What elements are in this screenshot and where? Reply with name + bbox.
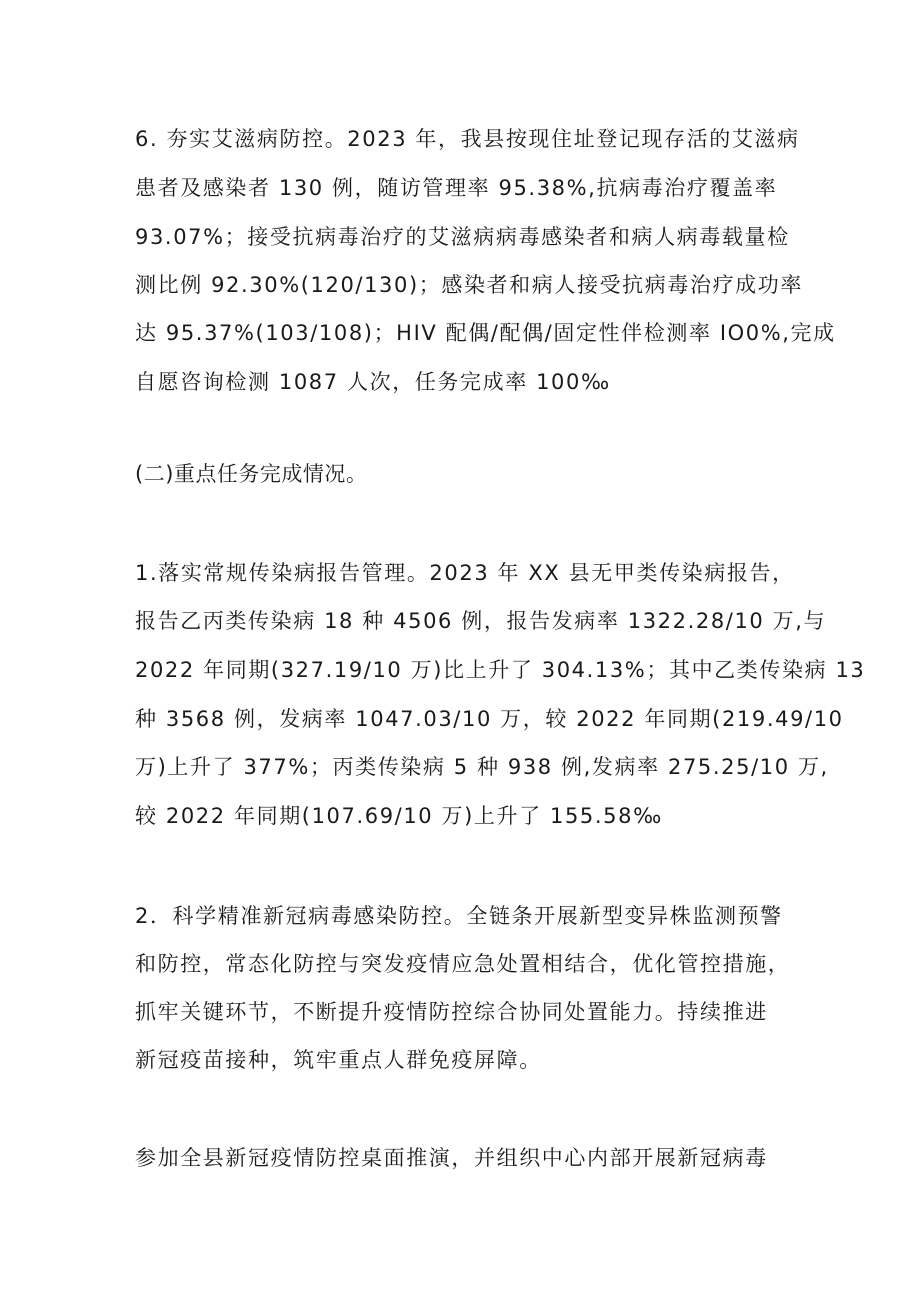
- text-line: 种 3568 例，发病率 1047.03/10 万，较 2022 年同期(219.49/10: [135, 707, 844, 731]
- text-line: 和防控，常态化防控与突发疫情应急处置相结合，优化管控措施，: [135, 952, 791, 976]
- text-line: 患者及感染者 130 例，随访管理率 95.38%,抗病毒治疗覆盖率: [135, 176, 778, 200]
- text-line: 较 2022 年同期(107.69/10 万)上升了 155.58‰: [135, 804, 663, 828]
- text-line: 2．科学精准新冠病毒感染防控。全链条开展新型变异株监测预警: [135, 904, 783, 928]
- text-line: 万)上升了 377%；丙类传染病 5 种 938 例,发病率 275.25/10 万,: [135, 755, 829, 779]
- section-heading: (二)重点任务完成情况。: [135, 462, 368, 486]
- text-line: 达 95.37%(103/108)；HIV 配偶/配偶/固定性伴检测率 IO0%,完成: [135, 321, 836, 345]
- text-line: 2022 年同期(327.19/10 万)比上升了 304.13%；其中乙类传染病 13: [135, 658, 866, 682]
- text-line: 参加全县新冠疫情防控桌面推演，并组织中心内部开展新冠病毒: [135, 1146, 768, 1170]
- text-line: 自愿咨询检测 1087 人次，任务完成率 100‰: [135, 370, 611, 394]
- text-line: 报告乙丙类传染病 18 种 4506 例，报告发病率 1322.28/10 万,与: [135, 609, 827, 633]
- text-line: 抓牢关键环节，不断提升疫情防控综合协同处置能力。持续推进: [135, 1000, 768, 1024]
- text-line: 新冠疫苗接种，筑牢重点人群免疫屏障。: [135, 1048, 542, 1072]
- text-line: 6. 夯实艾滋病防控。2023 年，我县按现住址登记现存活的艾滋病: [135, 127, 800, 151]
- text-line: 93.07%；接受抗病毒治疗的艾滋病病毒感染者和病人病毒载量检: [135, 225, 790, 249]
- text-line: 1.落实常规传染病报告管理。2023 年 XX 县无甲类传染病报告，: [135, 561, 795, 585]
- text-line: 测比例 92.30%(120/130)；感染者和病人接受抗病毒治疗成功率: [135, 273, 803, 297]
